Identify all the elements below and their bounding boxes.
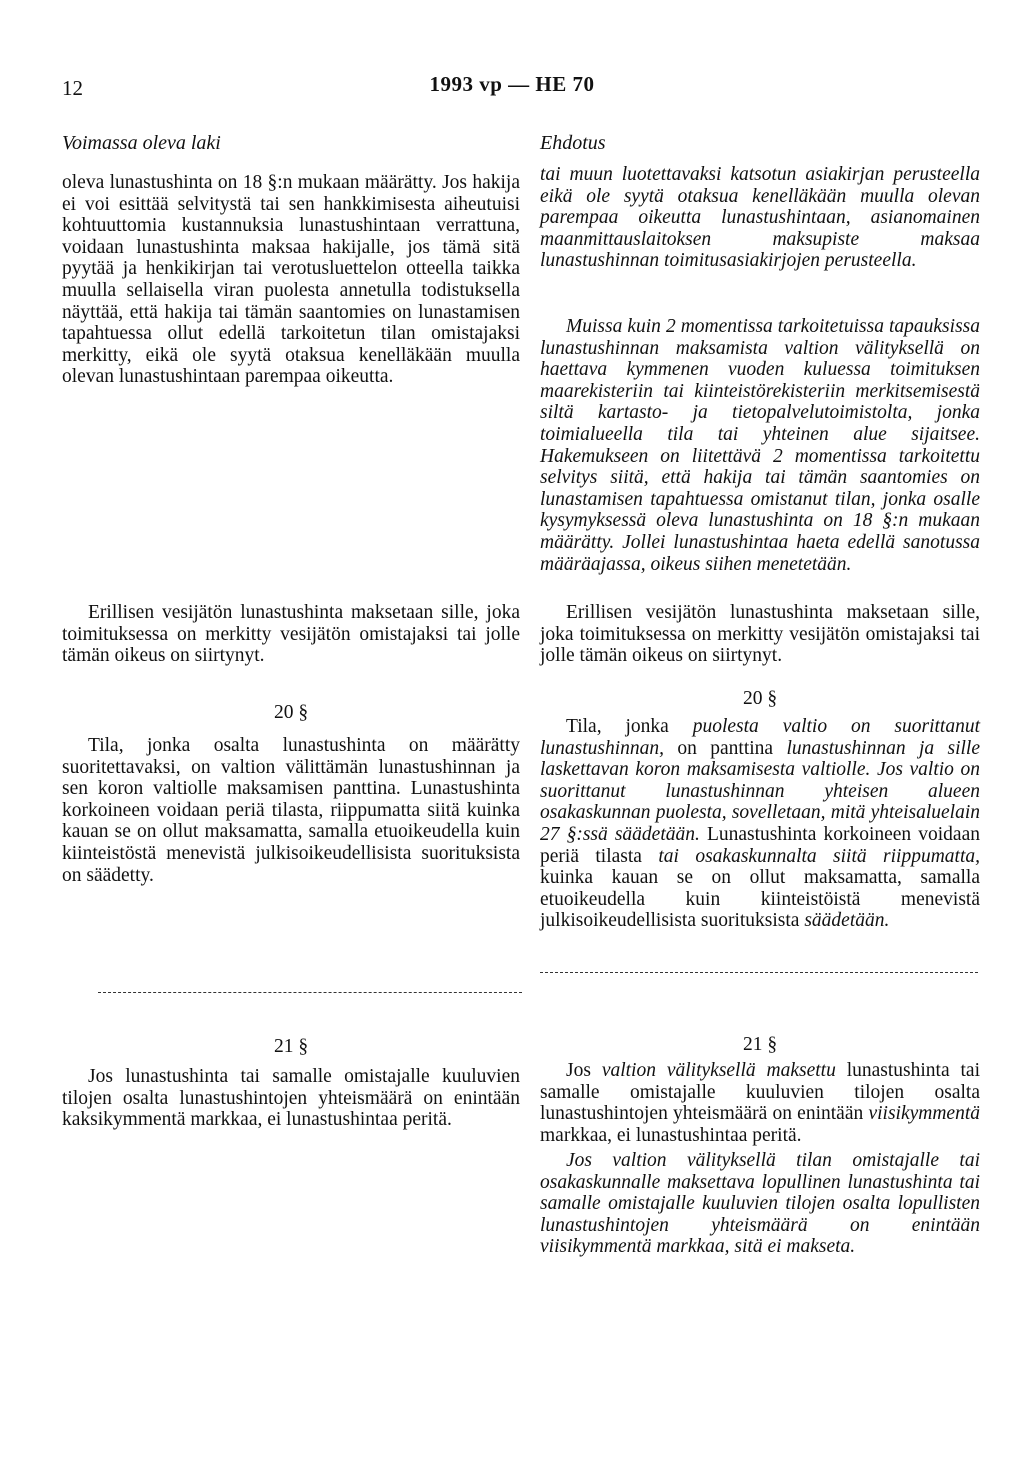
right-column-heading: Ehdotus xyxy=(540,132,606,154)
left-section-21-heading: 21 § xyxy=(273,1036,309,1057)
right-p5-text-e: markkaa, ei lunastushintaa peritä. xyxy=(540,1124,802,1146)
left-paragraph-1: oleva lunastushinta on 18 §:n mukaan määrätty. Jos hakija ei voi esittää selvitystä tai sen hankkimisesta aiheutuisi kohtuuttomia kustannuksia lunastushintaan verrattuna, voidaan lunastushinta maksaa hakijalle, jos tämä sitä pyytää ja henkikirjan tai verotusluettelon otteella taikka muulla sellaisella viran puolesta annetulla todistuksella näyttää, että hakija tai tämän saantomies on lunastamisen tapahtuessa ollut edellä tarkoitetun tilan omistajaksi merkitty, eikä ole syytä otaksua kenelläkään muulla olevan lunastushintaan parempaa oikeutta. xyxy=(62,172,520,388)
right-p4-italic-b: puolesta valtio on suorittanut lunastushinnan, xyxy=(540,716,980,759)
right-p4-text-g: kuinka kauan se on ollut maksamatta, samalla etuoikeudella kuin kiinteistöistä menevistä julkisoikeudellisista suorituksista xyxy=(540,867,980,932)
right-p4-italic-h: säädetään. xyxy=(804,910,890,932)
right-p5-text-a: Jos xyxy=(566,1060,602,1081)
right-p5-italic-b: valtion välityksellä maksettu xyxy=(601,1060,836,1081)
left-paragraph-2: Erillisen vesijätön lunastushinta maksetaan sille, joka toimituksessa on merkitty vesijätön omistajaksi tai jolle tämän oikeus on siirtynyt. xyxy=(62,602,520,667)
left-column-heading: Voimassa oleva laki xyxy=(62,132,221,154)
page-number: 12 xyxy=(62,76,83,100)
right-p5-text-c: lunastushinta tai samalle omistajalle kuuluvien tilojen osalta lunastushintojen yhteismäärä on enintään xyxy=(540,1060,980,1125)
right-paragraph-1: tai muun luotettavaksi katsotun asiakirjan perusteella eikä ole syytä otaksua kenelläkään muulla olevan parempaa oikeutta lunastushintaan, asianomainen maanmittauslaitoksen maksupiste maksaa lunastushinnan toimitusasiakirjojen perusteella. xyxy=(540,164,980,272)
right-paragraph-2: Muissa kuin 2 momentissa tarkoitetuissa tapauksissa lunastushinnan maksamista valtion välityksellä on haettava kymmenen vuoden kuluessa toimituksen maarekisteriin tai kiinteistörekisteriin merkitsemisestä siltä kartasto- ja tietopalvelutoimistolta, jonka toimialueella tila tai yhteinen alue sijaitsee. Hakemukseen on liitettävä 2 momentissa tarkoitettu selvitys siitä, että hakija tai tämän saantomies on lunastamisen tapahtuessa omistanut tilan, jonka osalle kysymyksessä oleva lunastushinta on 18 §:n mukaan määrätty. Jollei lunastushintaa haeta edellä sanotussa määräajassa, oikeus siihen menetetään. xyxy=(540,316,980,575)
page-header: 1993 vp — HE 70 xyxy=(429,72,595,96)
right-section-21-heading: 21 § xyxy=(742,1034,778,1055)
right-p5-italic-d: viisikymmentä xyxy=(868,1103,980,1125)
right-paragraph-3: Erillisen vesijätön lunastushinta maksetaan sille, joka toimituksessa on merkitty vesijätön omistajaksi tai jolle tämän oikeus on siirtynyt. xyxy=(540,602,980,667)
right-p4-text-c: on panttina xyxy=(664,737,787,759)
right-p4-text-e: Lunastushinta korkoineen voidaan periä tilasta xyxy=(540,823,980,867)
left-paragraph-4: Jos lunastushinta tai samalle omistajalle kuuluvien tilojen osalta lunastushintojen yhteismäärä on enintään kaksikymmentä markkaa, ei lunastushintaa peritä. xyxy=(62,1066,520,1131)
right-p4-text-a: Tila, jonka xyxy=(566,716,693,737)
right-paragraph-6: Jos valtion välityksellä tilan omistajalle tai osakaskunnalle maksettava lopullinen lunastushinta tai samalle omistajalle kuuluvien tilojen osalta lopullisten lunastushintojen yhteismäärä on enintään viisikymmentä markkaa, sitä ei makseta. xyxy=(540,1150,980,1258)
left-section-20-heading: 20 § xyxy=(273,702,309,723)
right-paragraph-5 xyxy=(540,1060,980,1146)
right-paragraph-4 xyxy=(540,716,980,932)
right-separator xyxy=(540,972,978,973)
right-section-20-heading: 20 § xyxy=(742,688,778,709)
right-p4-italic-d: lunastushinnan ja sille laskettavan koron maksamisesta valtiolle. Jos valtio on suorittanut lunastushinnan yhteisen alueen osakaskunnan puolesta, sovelletaan, mitä yhteisaluelain 27 §:ssä säädetään. xyxy=(540,737,980,845)
right-p4-italic-f: tai osakaskunnalta siitä riippumatta, xyxy=(658,845,981,867)
left-separator xyxy=(98,992,522,993)
left-paragraph-3: Tila, jonka osalta lunastushinta on määrätty suoritettavaksi, on valtion välittämän lunastushinnan ja sen koron valtiolle maksamisen panttina. Lunastushinta korkoineen voidaan periä tilasta, riippumatta siitä kuinka kauan se on ollut maksamatta, samalla etuoikeudella kuin kiinteistöstä menevistä julkisoikeudellisista suorituksista on säädetty. xyxy=(62,735,520,886)
